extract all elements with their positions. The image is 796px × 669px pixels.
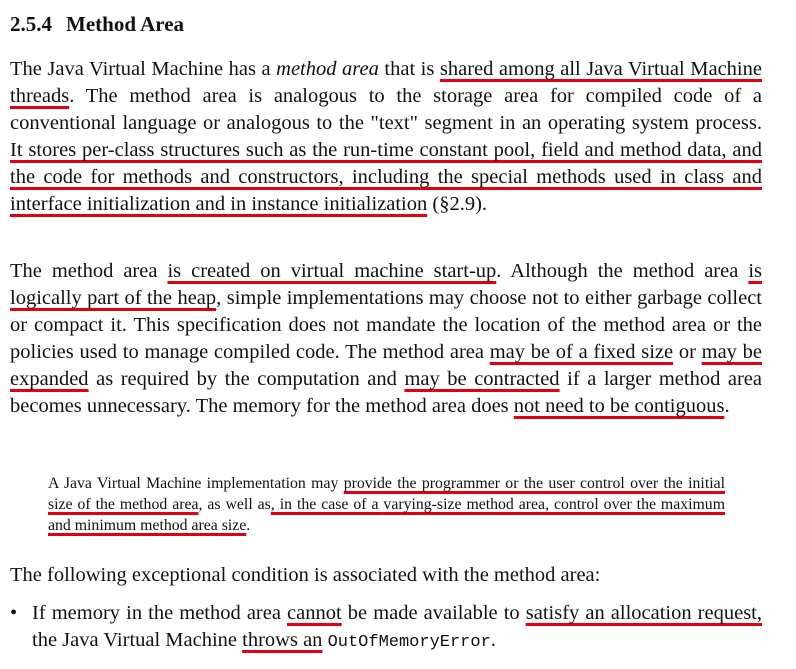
underlined-phrase: may be expanded <box>10 341 763 390</box>
paragraph-method-area-lifecycle <box>10 258 762 420</box>
exception-list <box>10 600 762 656</box>
exception-class-name: OutOfMemoryError <box>327 633 491 652</box>
text-span: A Java Virtual Machine implementation may <box>48 475 344 492</box>
implementation-note <box>48 473 725 536</box>
text-span: be made available to <box>341 602 526 624</box>
text-span: If memory in the method area <box>32 602 288 624</box>
text-span: as required by the computation and <box>88 368 405 390</box>
underlined-phrase: satisfy an allocation request, <box>525 602 763 624</box>
underlined-phrase: cannot <box>287 602 342 624</box>
underlined-phrase: It stores per-class structures such as the run-time constant pool, field and method data, and the code for methods and constructors, including the special methods used in class and interface initialization and in instance initialization <box>10 139 762 215</box>
underlined-phrase: not need to be contiguous <box>513 395 725 417</box>
underlined-phrase: may be of a fixed size <box>489 341 674 363</box>
text-span: the Java Virtual Machine <box>32 629 243 651</box>
section-title: Method Area <box>66 12 185 36</box>
underlined-phrase: is created on virtual machine start-up <box>167 260 497 282</box>
text-span: The method area <box>10 260 168 282</box>
text-span: The Java Virtual Machine has a <box>10 58 277 80</box>
section-number: 2.5.4 <box>10 12 52 36</box>
underlined-phrase: throws an <box>242 629 323 651</box>
text-span: , as well as <box>198 496 271 513</box>
text-span: . <box>724 395 730 417</box>
text-span: if a larger method area becomes unnecessary. The memory for the method area does <box>10 368 762 417</box>
text-span: (§2.9). <box>427 193 488 215</box>
text-span: . <box>490 629 496 651</box>
section-heading <box>10 10 184 38</box>
underlined-phrase: , in the case of a <box>270 496 384 513</box>
underlined-phrase: varying-size method area, control over the maximum and minimum method area size <box>48 496 725 534</box>
text-span: or <box>673 341 702 363</box>
paragraph-exceptional-conditions: The following exceptional condition is associated with the method area: <box>10 564 601 586</box>
underlined-phrase: is logically part of the heap <box>10 260 762 309</box>
paragraph-method-area-definition <box>10 56 762 218</box>
text-span: . The method area is analogous to the storage area for compiled code of a conventional language or analogous to the "text" segment in an operating system process. <box>10 85 762 134</box>
text-span: . <box>246 517 251 534</box>
text-span: , simple implementations may choose not to either garbage collect or compact it. This specification does not mandate the location of the method area or the policies used to manage compiled code. The method area <box>10 287 763 363</box>
bullet-icon: • <box>10 602 18 624</box>
term-method-area: method area <box>276 58 379 80</box>
underlined-phrase: shared among all Java Virtual Machine threads <box>10 58 762 107</box>
text-span: that is <box>378 58 440 80</box>
underlined-phrase: may be contracted <box>404 368 560 390</box>
underlined-phrase: provide the programmer or the user control over the initial size of the method area <box>48 475 725 513</box>
text-span: . Although the method area <box>496 260 749 282</box>
list-item <box>10 600 762 656</box>
